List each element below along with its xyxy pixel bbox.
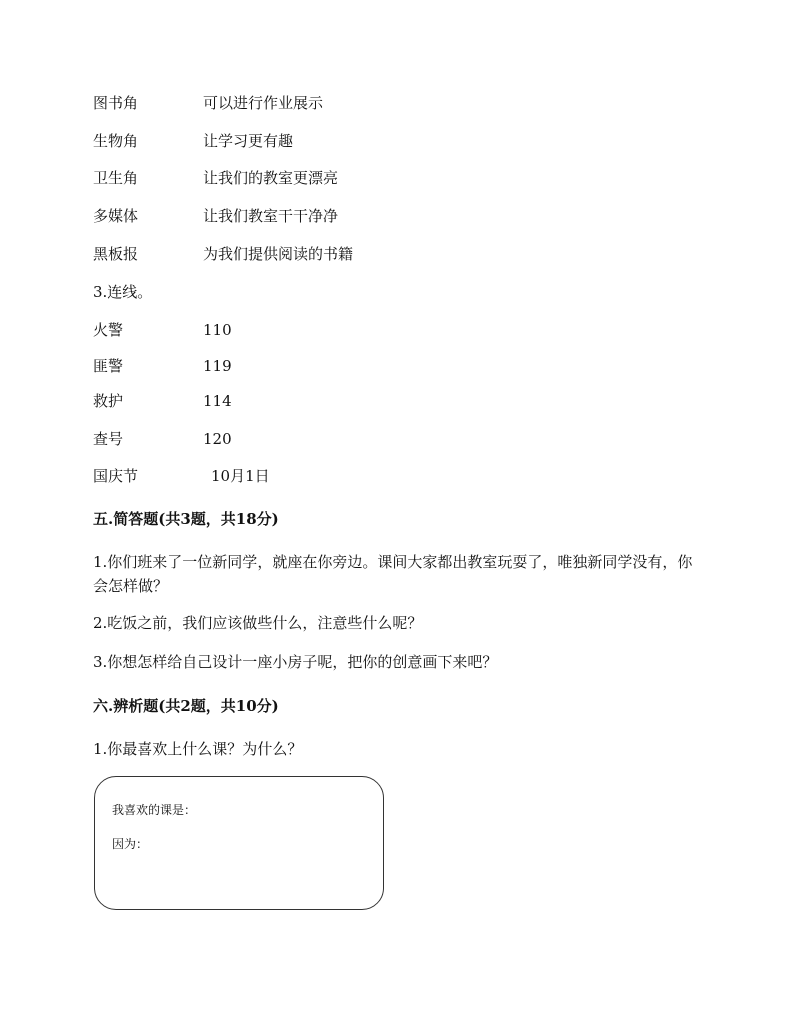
section-title: 五.简答题(共3题，共18分) [93, 510, 279, 528]
match-left: 匪警 [93, 357, 124, 375]
match-left: 查号 [93, 430, 124, 448]
match-row [93, 93, 323, 113]
match-left: 多媒体 [93, 207, 139, 225]
answer-box-line: 因为： [112, 837, 149, 851]
question: 2.吃饭之前，我们应该做些什么，注意些什么呢？ [93, 614, 423, 632]
match-left: 图书角 [93, 94, 139, 112]
answer-box [94, 776, 384, 910]
section-title: 六.辨析题(共2题，共10分) [93, 697, 279, 715]
match-right: 110 [203, 321, 232, 339]
match-row [93, 206, 338, 226]
question: 1.你们班来了一位新同学，就座在你旁边。课间大家都出教室玩耍了，唯独新同学没有，你会怎样做？ [93, 553, 693, 595]
match-left: 黑板报 [93, 245, 139, 263]
match-row [93, 131, 293, 151]
match-left: 卫生角 [93, 169, 139, 187]
match-row [93, 391, 232, 411]
match-left: 生物角 [93, 132, 139, 150]
match-row [93, 320, 232, 340]
match-right: 114 [203, 392, 232, 410]
match-left: 火警 [93, 321, 124, 339]
question-3-title: 3.连线。 [93, 283, 153, 301]
match-row [93, 429, 232, 449]
match-right: 10月1日 [211, 467, 270, 485]
match-right: 119 [203, 357, 232, 375]
question: 3.你想怎样给自己设计一座小房子呢，把你的创意画下来吧？ [93, 653, 498, 671]
match-row [93, 466, 270, 486]
match-row [93, 244, 353, 264]
match-left: 救护 [93, 392, 124, 410]
match-left: 国庆节 [93, 467, 139, 485]
question: 1.你最喜欢上什么课？为什么？ [93, 740, 303, 758]
match-right: 为我们提供阅读的书籍 [203, 245, 354, 263]
match-row [93, 356, 232, 376]
match-right: 120 [203, 430, 232, 448]
match-right: 让我们教室干干净净 [203, 207, 339, 225]
match-row [93, 168, 338, 188]
match-right: 让我们的教室更漂亮 [203, 169, 339, 187]
match-right: 让学习更有趣 [203, 132, 294, 150]
match-right: 可以进行作业展示 [203, 94, 324, 112]
answer-box-line: 我喜欢的课是： [112, 803, 197, 817]
